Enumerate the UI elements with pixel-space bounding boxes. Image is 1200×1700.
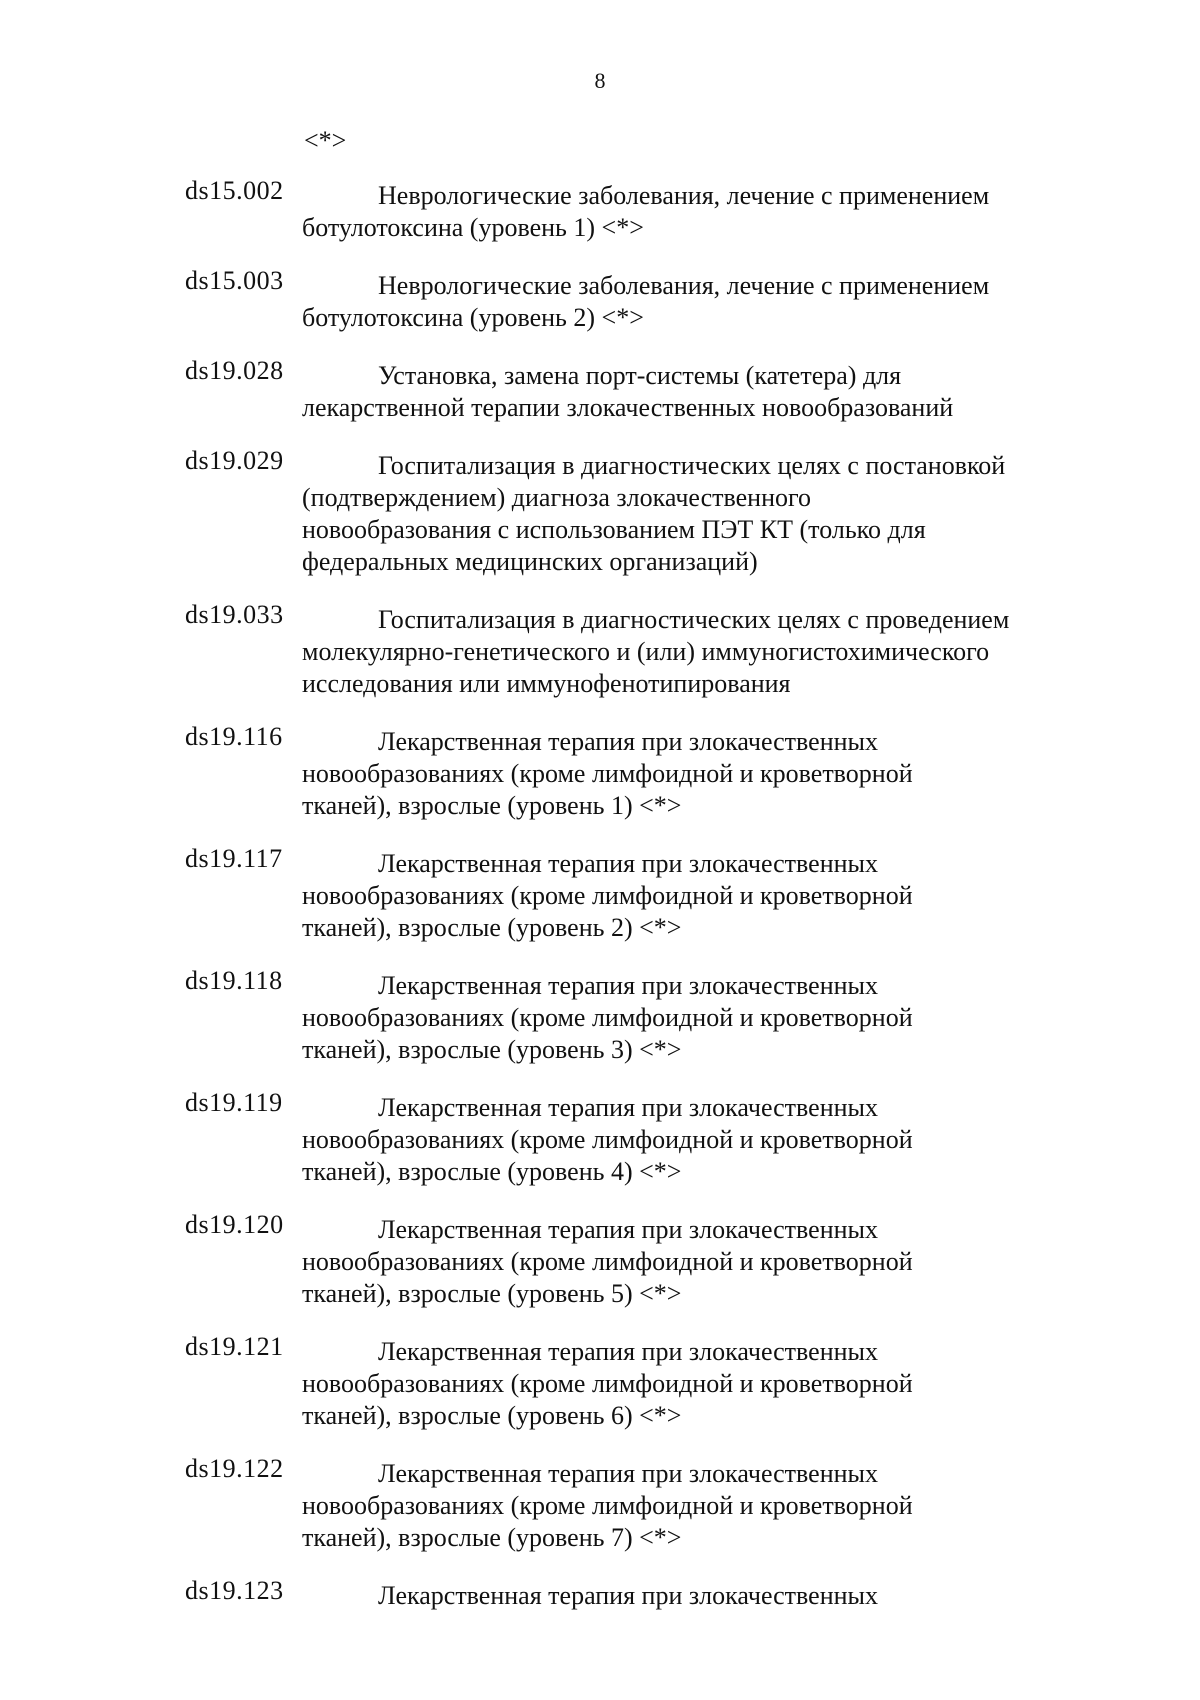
entry-code: ds19.029 (185, 446, 284, 475)
entry-description: Лекарственная терапия при злокачественных новообразованиях (кроме лимфоидной и кроветворной тканей), взрослые (уровень 6) <*> (302, 1337, 913, 1430)
entry-code: ds15.003 (185, 266, 284, 295)
entry-ds15-003 (0, 266, 1200, 334)
entry-ds19-119 (0, 1088, 1200, 1188)
entry-description: Лекарственная терапия при злокачественных новообразованиях (кроме лимфоидной и кроветворной тканей), взрослые (уровень 4) <*> (302, 1093, 913, 1186)
entry-code: ds19.028 (185, 356, 284, 385)
entry-code: ds19.033 (185, 600, 284, 629)
entry-description: Лекарственная терапия при злокачественных новообразованиях (кроме лимфоидной и кроветворной тканей), взрослые (уровень 3) <*> (302, 971, 913, 1064)
entry-code: ds19.118 (185, 966, 283, 995)
entry-ds19-122 (0, 1454, 1200, 1554)
page-number: 8 (594, 68, 606, 93)
entry-ds15-002 (0, 176, 1200, 244)
entry-list (0, 176, 1200, 1638)
entry-description: Лекарственная терапия при злокачественных новообразованиях (кроме лимфоидной и кроветворной тканей), взрослые (уровень 5) <*> (302, 1215, 913, 1308)
entry-ds19-118 (0, 966, 1200, 1066)
entry-description: Госпитализация в диагностических целях с проведением молекулярно-генетического и (или) иммуногистохимического исследования или иммунофенотипирования (302, 605, 1010, 698)
entry-code: ds19.116 (185, 722, 283, 751)
entry-description: Неврологические заболевания, лечение с применением ботулотоксина (уровень 1) <*> (302, 181, 990, 242)
entry-code: ds19.122 (185, 1454, 284, 1483)
entry-description: Лекарственная терапия при злокачественных новообразованиях (кроме лимфоидной и кроветворной тканей), взрослые (уровень 7) <*> (302, 1459, 913, 1552)
entry-code: ds19.117 (185, 844, 283, 873)
entry-description: Неврологические заболевания, лечение с применением ботулотоксина (уровень 2) <*> (302, 271, 990, 332)
entry-ds19-033 (0, 600, 1200, 700)
entry-ds19-120 (0, 1210, 1200, 1310)
entry-ds19-117 (0, 844, 1200, 944)
entry-code: ds15.002 (185, 176, 284, 205)
entry-code: ds19.123 (185, 1576, 284, 1605)
entry-description: Лекарственная терапия при злокачественных новообразованиях (кроме лимфоидной и кроветворной тканей), взрослые (уровень 2) <*> (302, 849, 913, 942)
entry-description: Госпитализация в диагностических целях с постановкой (подтверждением) диагноза злокачественного новообразования с использованием ПЭТ КТ (только для федеральных медицинских организаций) (302, 451, 1006, 576)
entry-description: Лекарственная терапия при злокачественных новообразованиях (кроме лимфоидной и кроветворной тканей), взрослые (уровень 1) <*> (302, 727, 913, 820)
entry-code: ds19.119 (185, 1088, 283, 1117)
entry-description: Установка, замена порт-системы (катетера) для лекарственной терапии злокачественных новообразований (302, 361, 954, 422)
entry-description: Лекарственная терапия при злокачественных (378, 1581, 878, 1610)
entry-ds19-121 (0, 1332, 1200, 1432)
entry-code: ds19.121 (185, 1332, 284, 1361)
entry-ds19-123 (0, 1576, 1200, 1612)
entry-ds19-116 (0, 722, 1200, 822)
continuation-marker: <*> (304, 126, 347, 155)
entry-ds19-029 (0, 446, 1200, 578)
entry-code: ds19.120 (185, 1210, 284, 1239)
entry-ds19-028 (0, 356, 1200, 424)
